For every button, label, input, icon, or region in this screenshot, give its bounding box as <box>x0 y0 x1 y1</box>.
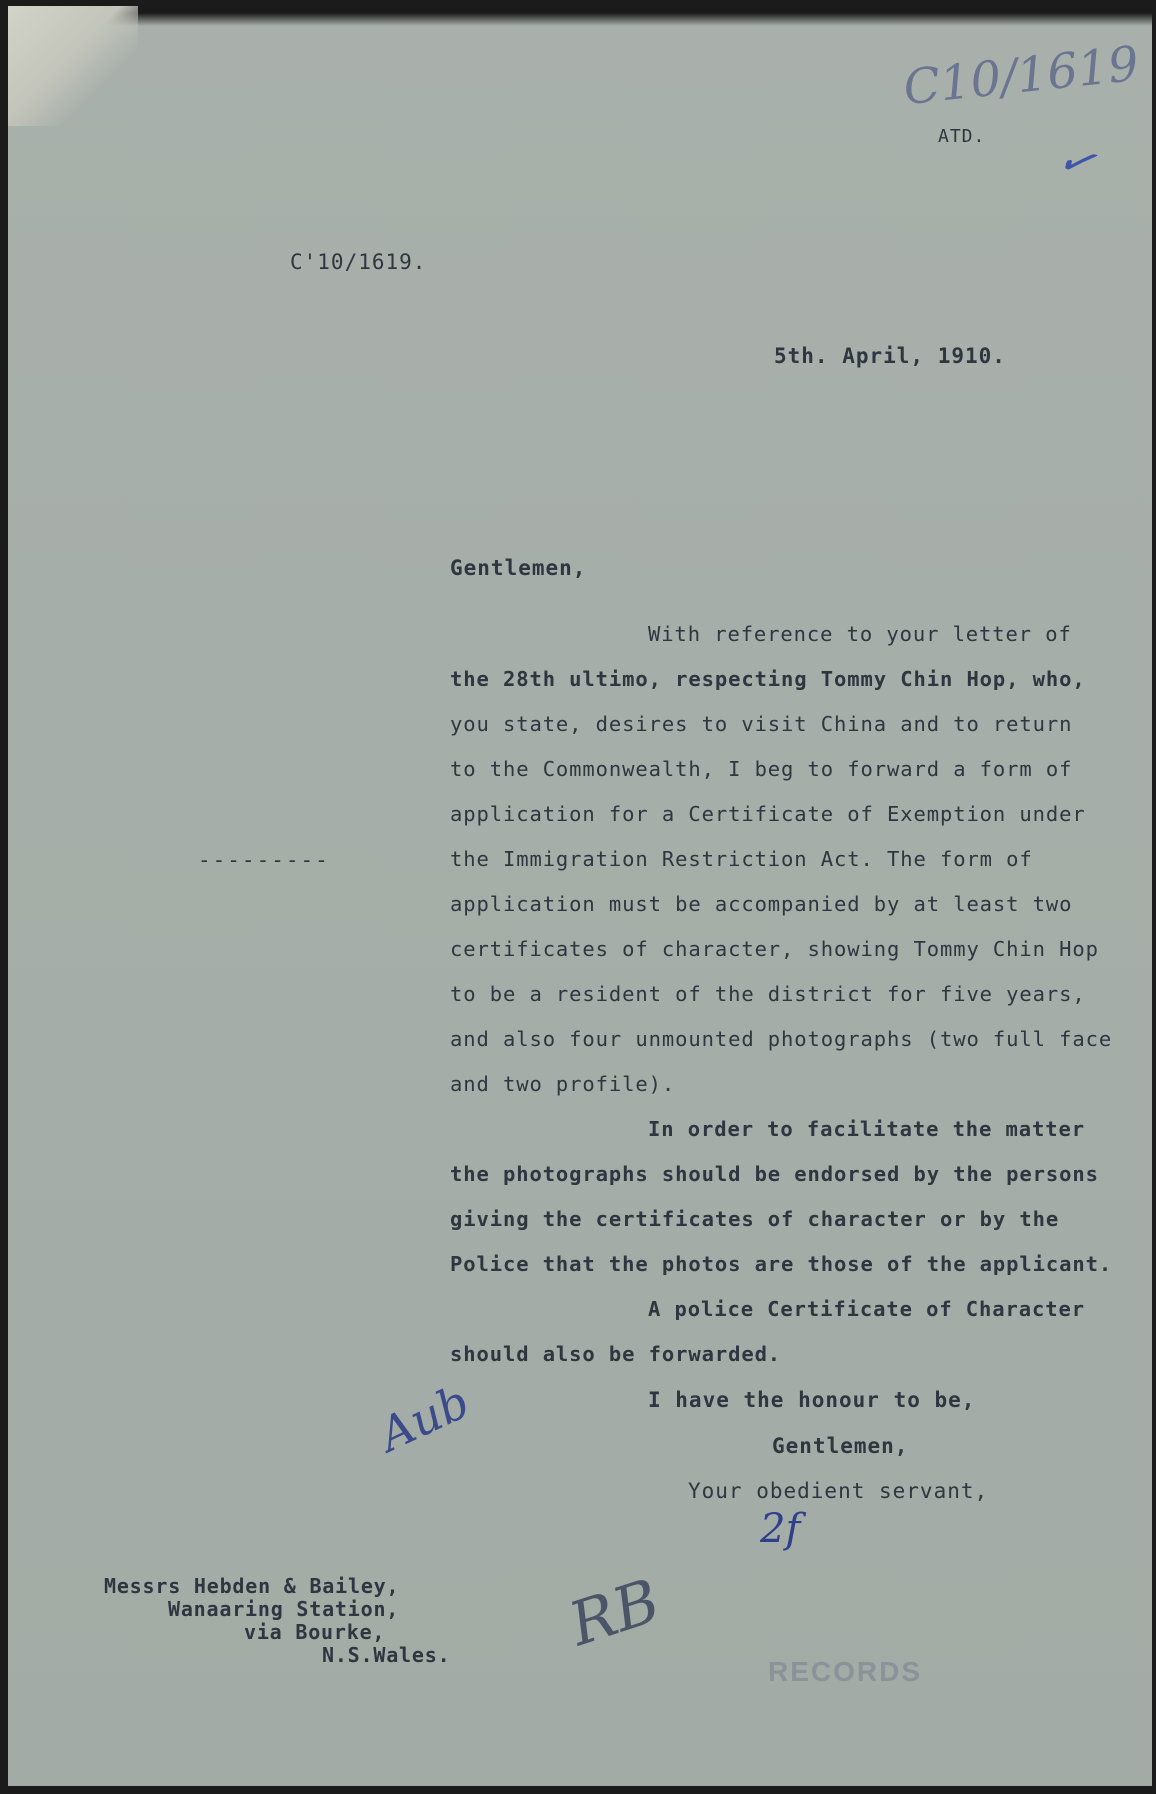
body-line: application must be accompanied by at least two <box>450 892 1073 916</box>
body-line: Police that the photos are those of the applicant. <box>450 1252 1113 1276</box>
closing-salutation: Gentlemen, <box>772 1434 909 1458</box>
body-line: A police Certificate of Character <box>648 1297 1085 1321</box>
recipient-locality: via Bourke, <box>244 1620 386 1644</box>
body-line: the 28th ultimo, respecting Tommy Chin Hop, who, <box>450 667 1086 691</box>
check-mark-icon: ✓ <box>1050 131 1103 192</box>
body-line: to be a resident of the district for five years, <box>450 982 1086 1006</box>
document-page <box>8 6 1152 1786</box>
body-line: you state, desires to visit China and to return <box>450 712 1073 736</box>
salutation: Gentlemen, <box>450 556 587 580</box>
body-line: application for a Certificate of Exemption under <box>450 802 1086 826</box>
recipient-station: Wanaaring Station, <box>168 1597 400 1621</box>
initials-center: RB <box>561 1565 668 1661</box>
closing-line: I have the honour to be, <box>648 1388 976 1412</box>
margin-dashes: --------- <box>198 848 330 872</box>
signature-mark: 2f <box>760 1506 801 1552</box>
body-line: and also four unmounted photographs (two full face <box>450 1027 1113 1051</box>
body-line: giving the certificates of character or by the <box>450 1207 1060 1231</box>
file-reference: C'10/1619. <box>290 250 427 274</box>
typed-mark-atd: ATD. <box>938 126 986 147</box>
initials-left: Aub <box>370 1374 478 1462</box>
scan-top-edge <box>8 6 1152 26</box>
body-line: to the Commonwealth, I beg to forward a form of <box>450 757 1073 781</box>
records-stamp: RECORDS <box>768 1656 923 1687</box>
letter-date: 5th. April, 1910. <box>774 344 1006 368</box>
closing-signoff: Your obedient servant, <box>688 1479 989 1503</box>
body-line: the photographs should be endorsed by the persons <box>450 1162 1099 1186</box>
folded-corner <box>8 6 138 126</box>
body-line: With reference to your letter of <box>648 622 1072 646</box>
body-line: In order to facilitate the matter <box>648 1117 1085 1141</box>
body-line: and two profile). <box>450 1072 676 1096</box>
recipient-state: N.S.Wales. <box>322 1643 451 1667</box>
body-line: the Immigration Restriction Act. The form of <box>450 847 1033 871</box>
body-line: certificates of character, showing Tommy Chin Hop <box>450 937 1099 961</box>
body-line: should also be forwarded. <box>450 1342 782 1366</box>
recipient-name: Messrs Hebden & Bailey, <box>104 1574 400 1598</box>
handwritten-file-reference: C10/1619 <box>900 35 1142 117</box>
